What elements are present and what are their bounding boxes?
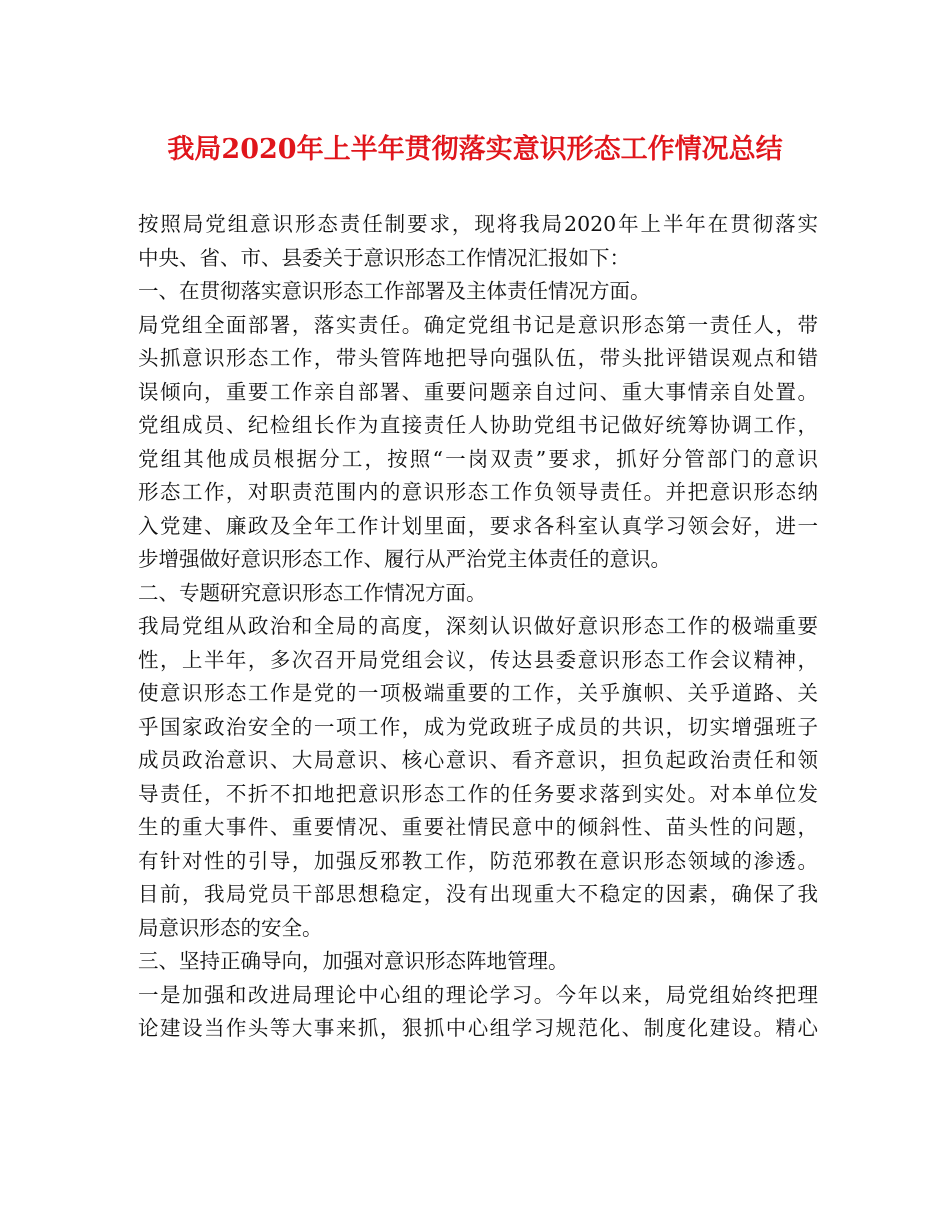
body-line: 党组其他成员根据分工，按照“一岗双责”要求，抓好分管部门的意识 xyxy=(138,446,818,471)
body-line: 一、在贯彻落实意识形态工作部署及主体责任情况方面。 xyxy=(138,279,651,303)
body-line: 我局党组从政治和全局的高度，深刻认识做好意识形态工作的极端重要 xyxy=(138,614,818,638)
body-line: 性，上半年，多次召开局党组会议，传达县委意识形态工作会议精神， xyxy=(138,647,818,672)
body-line: 三、坚持正确导向，加强对意识形态阵地管理。 xyxy=(138,949,569,973)
body-line: 论建设当作头等大事来抓，狠抓中心组学习规范化、制度化建设。精心 xyxy=(138,1016,818,1040)
document-title: 我局2020年上半年贯彻落实意识形态工作情况总结 xyxy=(167,134,783,165)
body-line: 党组成员、纪检组长作为直接责任人协助党组书记做好统筹协调工作， xyxy=(138,413,818,437)
body-line: 导责任，不折不扣地把意识形态工作的任务要求落到实处。对本单位发 xyxy=(138,781,818,806)
body-line: 误倾向，重要工作亲自部署、重要问题亲自过问、重大事情亲自处置。 xyxy=(138,379,818,404)
body-line: 局党组全面部署，落实责任。确定党组书记是意识形态第一责任人，带 xyxy=(138,312,818,337)
body-line: 头抓意识形态工作，带头管阵地把导向强队伍，带头批评错误观点和错 xyxy=(138,346,818,370)
body-line: 按照局党组意识形态责任制要求，现将我局2020年上半年在贯彻落实 xyxy=(138,212,818,236)
body-line: 二、专题研究意识形态工作情况方面。 xyxy=(138,580,487,605)
body-line: 乎国家政治安全的一项工作，成为党政班子成员的共识，切实增强班子 xyxy=(138,714,818,739)
body-line: 一是加强和改进局理论中心组的理论学习。今年以来，局党组始终把理 xyxy=(138,982,818,1007)
body-line: 生的重大事件、重要情况、重要社情民意中的倾斜性、苗头性的问题， xyxy=(138,815,818,839)
body-line: 成员政治意识、大局意识、核心意识、看齐意识，担负起政治责任和领 xyxy=(138,748,818,772)
body-line: 使意识形态工作是党的一项极端重要的工作，关乎旗帜、关乎道路、关 xyxy=(138,681,818,705)
body-line: 局意识形态的安全。 xyxy=(138,915,323,940)
body-line: 中央、省、市、县委关于意识形态工作情况汇报如下： xyxy=(138,245,630,270)
body-line: 目前，我局党员干部思想稳定，没有出现重大不稳定的因素，确保了我 xyxy=(138,882,818,906)
body-line: 有针对性的引导，加强反邪教工作，防范邪教在意识形态领域的渗透。 xyxy=(138,848,818,873)
body-line: 入党建、廉政及全年工作计划里面，要求各科室认真学习领会好，进一 xyxy=(138,513,818,538)
document-body xyxy=(138,208,818,1046)
body-line: 步增强做好意识形态工作、履行从严治党主体责任的意识。 xyxy=(138,547,671,571)
body-line: 形态工作，对职责范围内的意识形态工作负领导责任。并把意识形态纳 xyxy=(138,480,818,504)
